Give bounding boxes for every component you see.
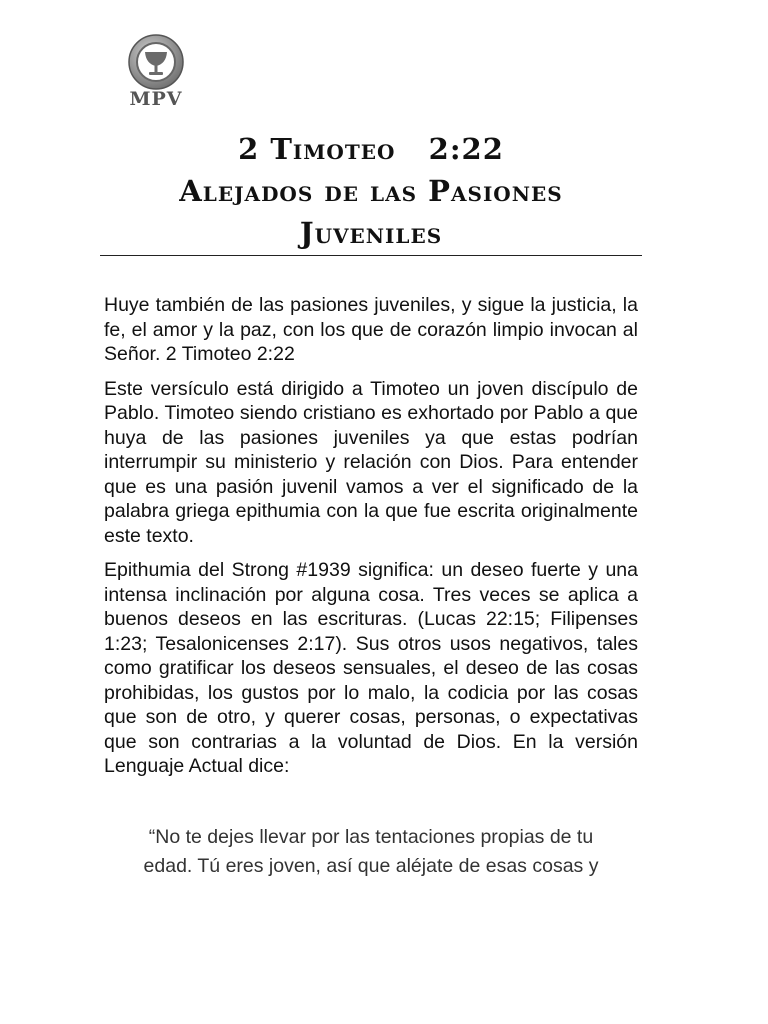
bible-quote <box>104 823 638 881</box>
quote-line: edad. Tú eres joven, así que aléjate de esas cosas y <box>143 855 599 877</box>
logo-text: MPV <box>129 88 183 110</box>
title-line-3: Juveniles <box>299 216 443 250</box>
title-line-2: Alejados de las Pasiones <box>179 174 563 208</box>
title-divider <box>100 255 642 256</box>
paragraph: Este versículo está dirigido a Timoteo un joven discípulo de Pablo. Timoteo siendo cristiano es exhortado por Pablo a que huya de las pasiones juveniles ya que estas podrían interrumpir su ministerio y relación con Dios. Para entender que es una pasión juvenil vamos a ver el significado de la palabra griega epithumia con la que fue escrita originalmente este texto. <box>104 377 638 547</box>
paragraph: Huye también de las pasiones juveniles, y sigue la justicia, la fe, el amor y la paz, con los que de corazón limpio invocan al Señor. 2 Timoteo 2:22 <box>104 294 638 365</box>
page-title <box>100 128 642 254</box>
quote-line: “No te dejes llevar por las tentaciones propias de tu <box>148 826 594 848</box>
mpv-logo <box>120 34 192 114</box>
body-text <box>104 293 638 789</box>
chalice-icon <box>120 34 192 90</box>
title-line-1: 2 Timoteo 2:22 <box>238 132 504 166</box>
paragraph: Epithumia del Strong #1939 significa: un deseo fuerte y una intensa inclinación por alguna cosa. Tres veces se aplica a buenos deseos en las escrituras. (Lucas 22:15; Filipenses 1:23; Tesalonicenses 2:17). Sus otros usos negativos, tales como gratificar los deseos sensuales, el deseo de las cosas prohibidas, los gustos por lo malo, la codicia por las cosas que son de otro, y querer cosas, personas, o expectativas que son contrarias a la voluntad de Dios. En la versión Lenguaje Actual dice: <box>104 559 638 777</box>
